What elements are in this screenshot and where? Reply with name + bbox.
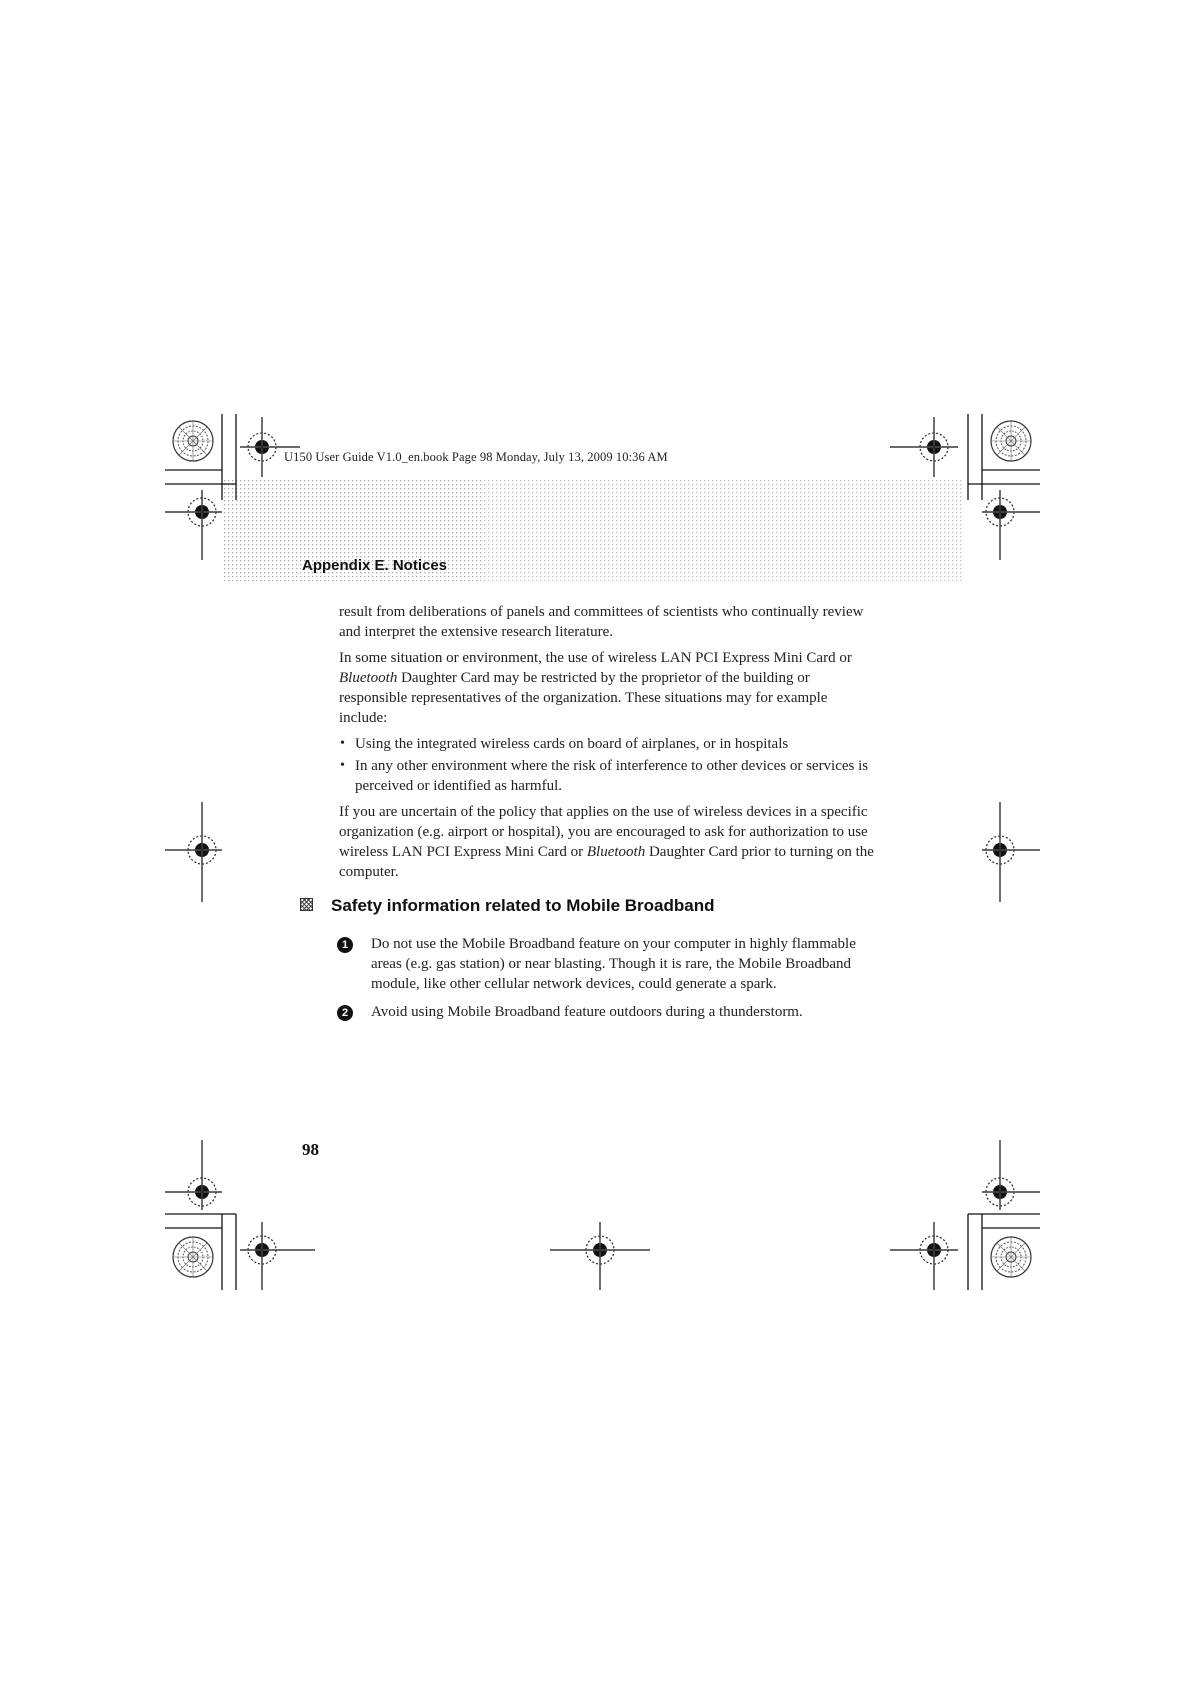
numbered-list <box>337 934 877 1030</box>
list-item: • Using the integrated wireless cards on board of airplanes, or in hospitals <box>339 734 879 754</box>
page-number: 98 <box>302 1140 319 1159</box>
color-rosette-icon <box>991 421 1031 461</box>
list-item: • In any other environment where the risk of interference to other devices or services is perceived or identified as harmful. <box>339 756 879 796</box>
list-item <box>337 1002 877 1022</box>
hatched-square-icon <box>300 898 313 911</box>
paragraph: If you are uncertain of the policy that applies on the use of wireless devices in a specific organization (e.g. airport or hospital), you are encouraged to ask for authorization to use wireless LAN PCI Express Mini Card or Bluetooth Daughter Card prior to turning on the computer. <box>339 804 874 880</box>
subsection-title: Safety information related to Mobile Broadband <box>331 896 715 915</box>
color-rosette-icon <box>173 421 213 461</box>
print-slug: U150 User Guide V1.0_en.book Page 98 Monday, July 13, 2009 10:36 AM <box>284 450 668 464</box>
running-header: Appendix E. Notices <box>302 557 448 574</box>
number-badge: 2 <box>337 1005 353 1021</box>
color-rosette-icon <box>991 1237 1031 1277</box>
paragraph: result from deliberations of panels and committees of scientists who continually review and interpret the extensive research literature. <box>339 604 864 640</box>
list-item <box>337 934 877 994</box>
step-text: Do not use the Mobile Broadband feature on your computer in highly flammable areas (e.g. gas station) or near blasting. Though it is rare, the Mobile Broadband module, like other cellular network devices, could generate a spark. <box>371 936 856 992</box>
subsection-heading <box>300 896 714 916</box>
bullet-list <box>339 734 879 796</box>
paragraph: In some situation or environment, the use of wireless LAN PCI Express Mini Card or Bluetooth Daughter Card may be restricted by the proprietor of the building or responsible representatives of the organization. These situations may for example include: <box>339 650 852 726</box>
number-badge: 1 <box>337 937 353 953</box>
color-rosette-icon <box>173 1237 213 1277</box>
body-text <box>339 602 879 888</box>
step-text: Avoid using Mobile Broadband feature outdoors during a thunderstorm. <box>371 1004 803 1020</box>
